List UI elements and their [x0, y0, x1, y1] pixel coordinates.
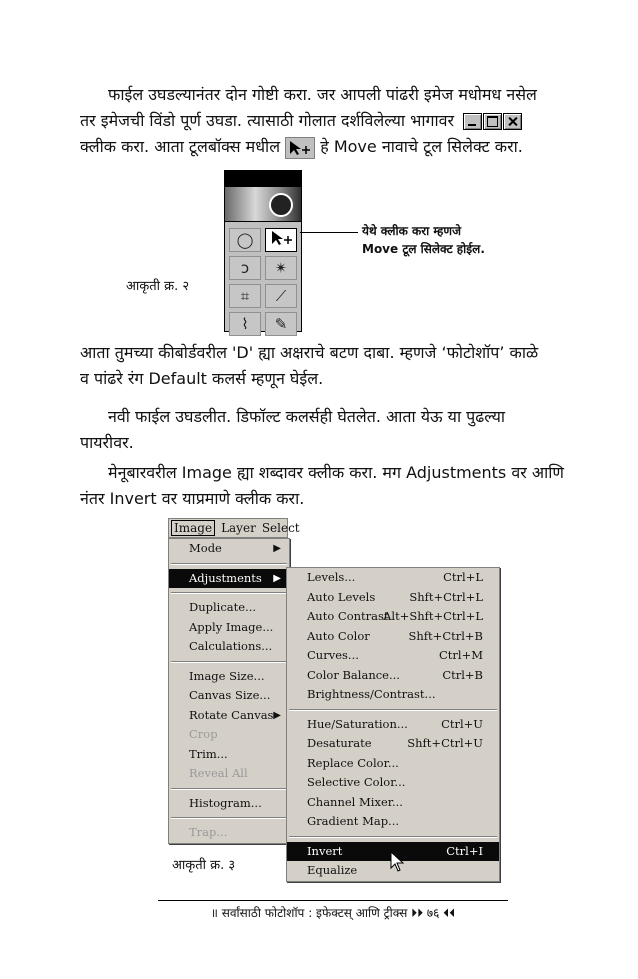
submenu-arrow-icon: ▶ — [273, 572, 281, 584]
menu-item-histogram[interactable] — [169, 794, 289, 814]
text-line — [80, 134, 570, 160]
menu-image[interactable]: Image — [171, 520, 215, 536]
text-line: व पांढरे रंग Default कलर्स म्हणून घेईल. — [80, 369, 324, 388]
menu-item-shortcut: Alt+Shft+Ctrl+L — [383, 609, 483, 623]
menu-item-replace-color[interactable] — [287, 754, 499, 774]
menu-item-label: Brightness/Contrast... — [307, 687, 436, 701]
menu-separator — [171, 817, 287, 819]
menu-item-label: Selective Color... — [307, 775, 406, 789]
text-line — [80, 108, 570, 134]
toolbox-titlebar — [225, 171, 301, 187]
menu-item-label: Color Balance... — [307, 667, 400, 682]
menu-item-rotate-canvas[interactable] — [169, 706, 289, 726]
menu-item-channel-mixer[interactable] — [287, 793, 499, 813]
paragraph-default-colors — [80, 340, 570, 392]
callout-note — [362, 222, 485, 258]
menu-item-curves[interactable] — [287, 646, 499, 666]
text-line-part: क्लीक करा. आता टूलबॉक्स मधील — [80, 137, 281, 156]
text-line-part: हे Move नावाचे टूल सिलेक्ट करा. — [320, 137, 523, 156]
figure-3-label: आकृती क्र. ३ — [172, 858, 236, 873]
move-tool-icon[interactable] — [265, 228, 297, 252]
maximize-icon — [483, 113, 502, 130]
photoshop-menubar — [168, 518, 300, 538]
menu-item-shortcut: Shft+Ctrl+U — [407, 736, 483, 750]
text-line: पायरीवर. — [80, 433, 134, 452]
minimize-icon — [463, 113, 482, 130]
menu-item-label: Adjustments — [189, 570, 262, 585]
menu-item-shortcut: Ctrl+I — [446, 843, 483, 858]
menu-separator — [171, 592, 287, 594]
menu-separator — [289, 836, 497, 838]
menu-item-label: Replace Color... — [307, 755, 399, 770]
paragraph-invert-instructions — [80, 460, 570, 512]
move-tool-icon — [285, 137, 315, 159]
menu-separator — [171, 563, 287, 565]
menu-item-label: Mode — [189, 541, 222, 555]
menu-item-image-size[interactable] — [169, 667, 289, 687]
menu-item-label: Crop — [189, 727, 218, 741]
footer-rule — [158, 900, 508, 901]
menu-item-label: Levels... — [307, 570, 356, 584]
menu-item-trap — [169, 823, 289, 843]
menu-item-shortcut: Ctrl+L — [443, 570, 483, 584]
menu-item-shortcut: Ctrl+B — [442, 667, 483, 682]
menu-item-label: Canvas Size... — [189, 688, 271, 702]
healing-tool-icon[interactable]: ⌇ — [229, 312, 261, 336]
callout-leader-line — [300, 232, 358, 233]
menu-separator — [289, 709, 497, 711]
menu-item-trim[interactable] — [169, 745, 289, 765]
menu-item-label: Curves... — [307, 648, 359, 662]
text-line: नंतर Invert वर याप्रमाणे क्लीक करा. — [80, 489, 305, 508]
menu-item-gradient-map[interactable] — [287, 812, 499, 832]
callout-line-2: Move टूल सिलेक्ट होईल. — [362, 242, 485, 256]
tool-grid — [225, 222, 301, 342]
menu-layer[interactable]: Layer — [221, 521, 256, 535]
menu-item-reveal-all — [169, 764, 289, 784]
menu-item-label: Image Size... — [189, 668, 265, 683]
callout-line-1: येथे क्लीक करा म्हणजे — [362, 224, 461, 238]
text-line-part: तर इमेजची विंडो पूर्ण उघडा. त्यासाठी गोलात दर्शविलेल्या भागावर — [80, 111, 455, 130]
menu-item-shortcut: Ctrl+M — [438, 648, 483, 662]
menu-item-auto-contrast[interactable] — [287, 607, 499, 627]
menu-item-label: Gradient Map... — [307, 814, 400, 828]
menu-item-auto-levels[interactable] — [287, 588, 499, 608]
menu-item-color-balance[interactable] — [287, 666, 499, 686]
menu-item-shortcut: Shft+Ctrl+L — [409, 589, 483, 604]
menu-item-selective-color[interactable] — [287, 773, 499, 793]
menu-item-levels[interactable] — [287, 568, 499, 588]
adjustments-submenu — [286, 567, 500, 882]
menu-item-label: Trim... — [189, 746, 228, 761]
menu-separator — [171, 788, 287, 790]
menu-item-label: Equalize — [307, 863, 358, 877]
menu-item-mode[interactable] — [169, 539, 289, 559]
toolbox-figure — [224, 170, 302, 332]
text-line: नवी फाईल उघडलीत. डिफॉल्ट कलर्सही घेतलेत. आता येऊ या पुढल्या — [108, 407, 506, 426]
menu-item-desaturate[interactable] — [287, 734, 499, 754]
paragraph-intro — [80, 82, 570, 160]
paragraph-next-step — [80, 404, 570, 456]
menu-item-label: Auto Levels — [307, 589, 376, 604]
crop-tool-icon[interactable]: ⌗ — [229, 284, 261, 308]
menu-item-auto-color[interactable] — [287, 627, 499, 647]
menu-item-calculations[interactable] — [169, 637, 289, 657]
toolbox-banner — [225, 187, 301, 222]
menu-item-label: Auto Contrast — [307, 609, 389, 623]
menu-item-duplicate[interactable] — [169, 598, 289, 618]
menu-item-shortcut: Ctrl+U — [441, 716, 483, 731]
text-line: फाईल उघडल्यानंतर दोन गोष्टी करा. जर आपली पांढरी इमेज मधोमध नसेल — [108, 85, 537, 104]
image-menu — [168, 538, 290, 844]
menu-item-label: Channel Mixer... — [307, 794, 403, 809]
page-footer: ॥ सर्वांसाठी फोटोशॉप : इफेक्टस् आणि ट्रीक्स ⏵⏵ ७६ ⏴⏴ — [210, 906, 456, 920]
marquee-tool-icon[interactable]: ◯ — [229, 228, 261, 252]
menu-item-label: Desaturate — [307, 736, 372, 750]
menu-item-shortcut: Shft+Ctrl+B — [408, 628, 483, 643]
close-icon — [503, 113, 522, 130]
menu-item-label: Hue/Saturation... — [307, 716, 408, 731]
menu-item-label: Reveal All — [189, 766, 248, 780]
menu-item-label: Calculations... — [189, 639, 273, 653]
text-line: मेनूबारवरील Image ह्या शब्दावर क्लीक करा. मग Adjustments वर आणि — [108, 463, 564, 482]
lasso-tool-icon[interactable]: ↄ — [229, 256, 261, 280]
menu-item-label: Auto Color — [307, 628, 370, 643]
menu-item-crop — [169, 725, 289, 745]
brush-tool-icon[interactable]: ✎ — [265, 312, 297, 336]
menu-separator — [171, 661, 287, 663]
menu-item-label: Apply Image... — [189, 619, 274, 634]
menu-item-adjustments[interactable] — [169, 569, 289, 589]
menu-item-label: Rotate Canvas — [189, 707, 274, 722]
menu-item-brightness-contrast[interactable] — [287, 685, 499, 705]
menu-item-label: Histogram... — [189, 795, 262, 810]
menu-item-canvas-size[interactable] — [169, 686, 289, 706]
menu-item-hue-saturation[interactable] — [287, 715, 499, 735]
slice-tool-icon[interactable]: ⟋ — [265, 284, 297, 308]
magic-wand-icon[interactable]: ✴ — [265, 256, 297, 280]
submenu-arrow-icon: ▶ — [273, 709, 281, 721]
cursor-arrow-icon — [390, 851, 406, 873]
menu-item-label: Invert — [307, 843, 343, 858]
figure-2-label: आकृती क्र. २ — [126, 279, 190, 294]
menu-select[interactable]: Select — [261, 521, 300, 535]
menu-item-apply-image[interactable] — [169, 618, 289, 638]
window-buttons — [463, 113, 522, 130]
text-line: आता तुमच्या कीबोर्डवरील 'D' ह्या अक्षराचे बटण दाबा. म्हणजे ‘फोटोशॉप’ काळे — [80, 343, 539, 362]
menu-item-label: Trap... — [189, 825, 228, 839]
menu-item-label: Duplicate... — [189, 600, 257, 614]
submenu-arrow-icon: ▶ — [273, 543, 281, 554]
